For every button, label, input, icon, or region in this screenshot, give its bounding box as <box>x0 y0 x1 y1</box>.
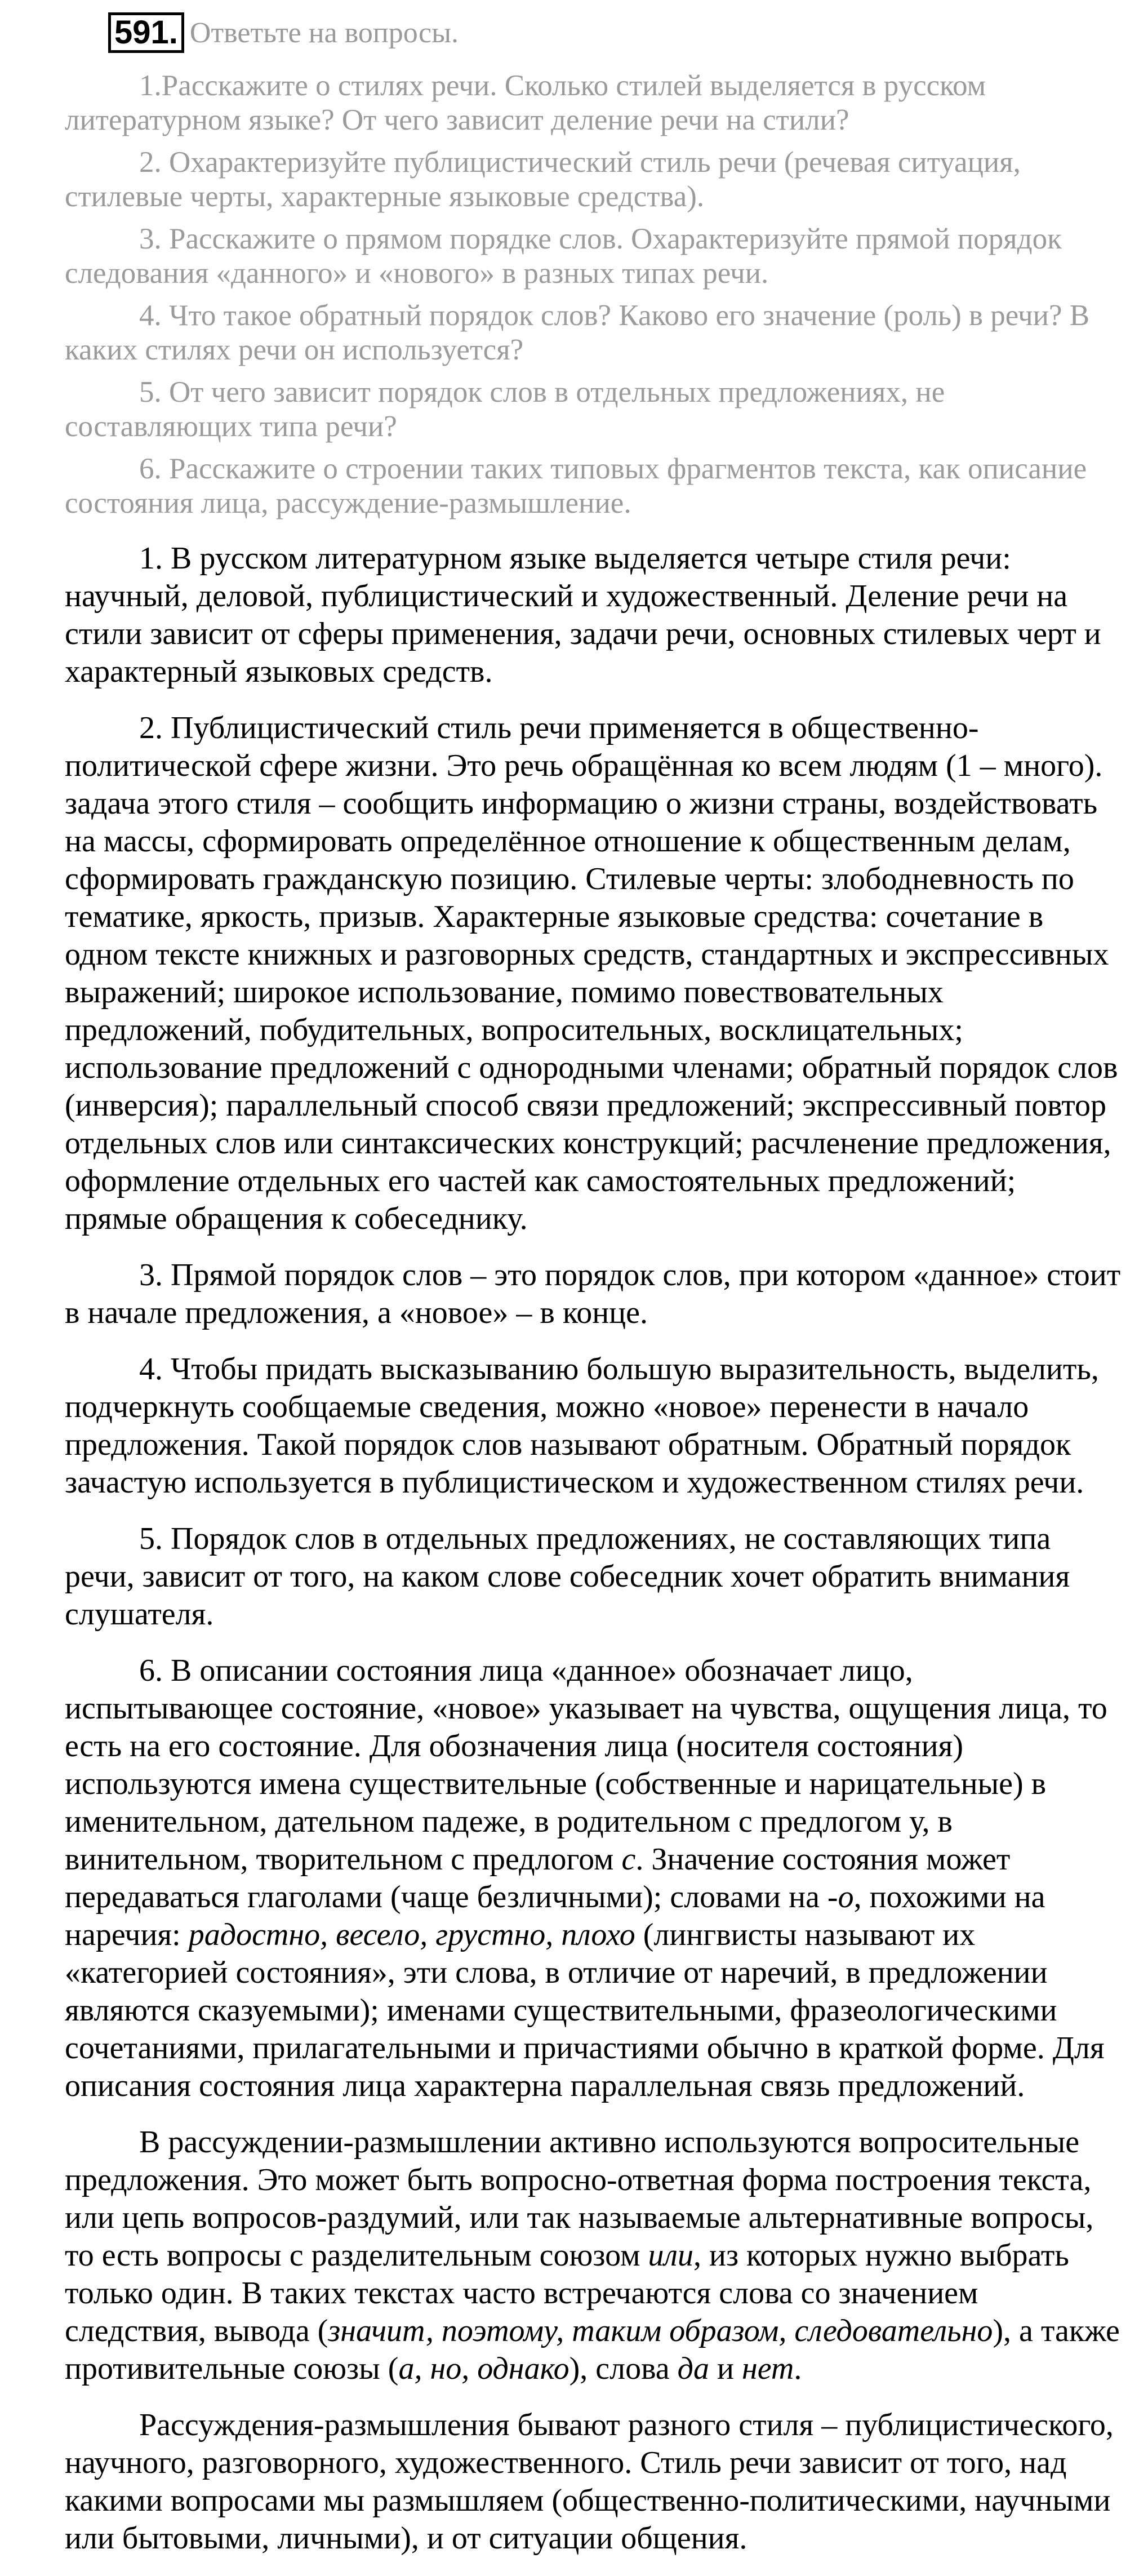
answer-paragraph <box>65 1652 1124 2105</box>
answer-text: и <box>709 2351 742 2386</box>
answer-text: 2. Публицистический стиль речи применяется в общественно-политической сфере жизни. Это речь обращённая ко всем людям (1 – много). задача этого стиля – сообщить информацию о жизни страны, воздействовать на массы, сформировать определённое отношение к общественным делам, сформировать гражданскую позицию. Стилевые черты: злободневность по тематике, яркость, призыв. Характерные языковые средства: сочетание в одном тексте книжных и разговорных средств, стандартных и экспрессивных выражений; широкое использование, помимо повествовательных предложений, побудительных, вопросительных, восклицательных; использование предложений с однородными членами; обратный порядок слов (инверсия); параллельный способ связи предложений; экспрессивный повтор отдельных слов или синтаксических конструкций; расчленение предложения, оформление отдельных его частей как самостоятельных предложений; прямые обращения к собеседнику. <box>65 710 1118 1236</box>
answer-text: Рассуждения-размышления бывают разного стиля – публицистического, научного, разговорного, художественного. Стиль речи зависит от того, над какими вопросами мы размышляем (общественно-политическими, научными или бытовыми, личными), и от ситуации общения. <box>65 2408 1114 2556</box>
answer-italic-text: значит, поэтому, таким образом, следовательно <box>328 2313 993 2348</box>
answer-italic-text: с <box>621 1842 636 1877</box>
question: 1.Расскажите о стилях речи. Сколько стилей выделяется в русском литературном языке? От чего зависит деление речи на стили? <box>65 69 986 136</box>
question: 4. Что такое обратный порядок слов? Каково его значение (роль) в речи? В каких стилях речи он используется? <box>65 299 1090 366</box>
answer-text: . <box>794 2351 802 2386</box>
answer-italic-text: да <box>677 2351 709 2386</box>
exercise-instruction: Ответьте на вопросы. <box>189 16 459 49</box>
question: 2. Охарактеризуйте публицистический стиль речи (речевая ситуация, стилевые черты, характерные языковые средства). <box>65 146 1021 213</box>
answer-paragraph <box>65 540 1124 691</box>
answer-text: В рассуждении-размышлении активно используются вопросительные предложения. Это может быть вопросно-ответная форма построения текста, или цепь вопросов-раздумий, или так называемые альтернативные вопросы, то есть вопросы с разделительным союзом <box>65 2125 1094 2273</box>
answer-text: , похожими на наречия: <box>65 1880 1045 1952</box>
question: 6. Расскажите о строении таких типовых фрагментов текста, как описание состояния лица, рассуждение-размышление. <box>65 452 1087 519</box>
answer-text: 1. В русском литературном языке выделяется четыре стиля речи: научный, деловой, публицистический и художественный. Деление речи на стили зависит от сферы применения, задачи речи, основных стилевых черт и характерный языковых средств. <box>65 541 1101 689</box>
answer-paragraph <box>65 2406 1124 2557</box>
question: 5. От чего зависит порядок слов в отдельных предложениях, не составляющих типа речи? <box>65 376 945 443</box>
answer-text: . Значение состояния может передаваться глаголами (чаще безличными); словами на - <box>65 1842 1011 1915</box>
answer-paragraph <box>65 1351 1124 1502</box>
answer-text: ), а также противительные союзы ( <box>65 2313 1120 2386</box>
answer-text: 3. Прямой порядок слов – это порядок слов, при котором «данное» стоит в начале предложения, а «новое» – в конце. <box>65 1258 1121 1330</box>
answer-text: 6. В описании состояния лица «данное» обозначает лицо, испытывающее состояние, «новое» указывает на чувства, ощущения лица, то есть на его состояние. Для обозначения лица (носителя состояния) используются имена существительные (собственные и нарицательные) в именительном, дательном падеже, в родительном с предлогом у, в винительном, творительном с предлогом <box>65 1653 1107 1877</box>
answer-paragraph <box>65 1520 1124 1633</box>
answer-italic-text: радостно, весело, грустно, плохо <box>188 1917 635 1952</box>
question: 3. Расскажите о прямом порядке слов. Охарактеризуйте прямой порядок следования «данного» и «нового» в разных типах речи. <box>65 223 1062 290</box>
answers-body <box>65 540 1124 2576</box>
answer-text: , из которых нужно выбрать только один. В таких текстах часто встречаются слова со значением следствия, вывода ( <box>65 2238 1069 2348</box>
answer-text: 5. Порядок слов в отдельных предложениях, не составляющих типа речи, зависит от того, на каком слове собеседник хочет обратить внимания слушателя. <box>65 1521 1070 1632</box>
answer-paragraph <box>65 709 1124 1238</box>
answer-italic-text: нет <box>741 2351 794 2386</box>
questions-list <box>65 69 1129 528</box>
answer-paragraph <box>65 1256 1124 1332</box>
answer-italic-text: о <box>838 1880 854 1915</box>
answer-text: (лингвисты называют их «категорией состояния», эти слова, в отличие от наречий, в предложении являются сказуемыми); именами существительными, фразеологическими сочетаниями, прилагательными и причастиями обычно в краткой форме. Для описания состояния лица характерна параллельная связь предложений. <box>65 1917 1105 2103</box>
answer-text: 4. Чтобы придать высказыванию большую выразительность, выделить, подчеркнуть сообщаемые сведения, можно «новое» перенести в начало предложения. Такой порядок слов называют обратным. Обратный порядок зачастую используется в публицистическом и художественном стилях речи. <box>65 1352 1099 1500</box>
answer-italic-text: а, но, однако <box>398 2351 569 2386</box>
answer-text: ), слова <box>569 2351 678 2386</box>
answer-italic-text: или <box>648 2238 693 2273</box>
exercise-header <box>108 12 459 53</box>
answer-paragraph <box>65 2124 1124 2388</box>
exercise-number: 591. <box>108 12 184 53</box>
